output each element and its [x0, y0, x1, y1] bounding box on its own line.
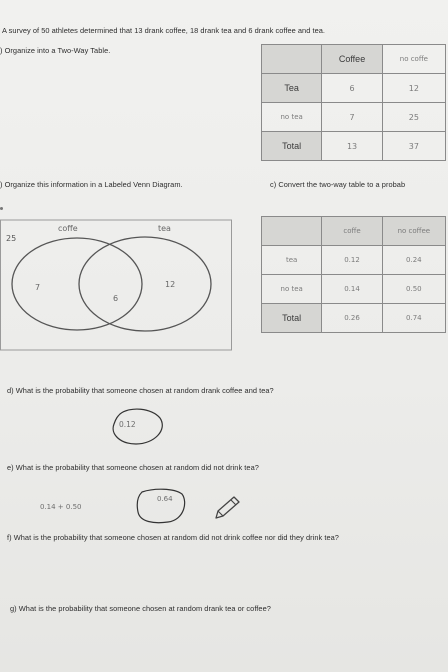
p-cell-tea-coffee: 0.12 — [322, 246, 382, 275]
venn-diagram — [0, 214, 236, 354]
venn-tea-only: 12 — [165, 280, 176, 289]
bullet-dot — [0, 207, 3, 210]
part-f-question: f) What is the probability that someone chosen at random did not drink coffee nor did they drink tea? — [7, 533, 339, 542]
p-cell-total-no-coffee: 0.74 — [382, 304, 445, 333]
part-c-heading: c) Convert the two-way table to a probab — [270, 180, 406, 189]
row-label-total: Total — [262, 132, 322, 161]
part-e-question: e) What is the probability that someone chosen at random did not drink tea? — [7, 463, 259, 472]
venn-circle-tea — [79, 237, 211, 331]
p-row-label-no-tea: no tea — [262, 275, 322, 304]
cell-total-no-coffee: 37 — [382, 132, 445, 161]
p-cell-total-coffee: 0.26 — [322, 304, 382, 333]
intro-text: A survey of 50 athletes determined that 13 drank coffee, 18 drank tea and 6 drank coffee and tea. — [2, 26, 325, 35]
cell-total-coffee: 13 — [322, 132, 382, 161]
row-label-no-tea: no tea — [262, 103, 322, 132]
p-row-label-total: Total — [262, 304, 322, 333]
venn-overlap: 6 — [113, 294, 119, 303]
answer-e-circle — [134, 486, 188, 526]
header-no-coffee: no coffe — [382, 45, 445, 74]
p-cell-no-tea-no-coffee: 0.50 — [382, 275, 445, 304]
corner-cell — [262, 45, 322, 74]
probability-table — [261, 216, 446, 333]
venn-label-tea: tea — [158, 224, 171, 233]
answer-d-circle — [108, 404, 168, 448]
p-row-label-tea: tea — [262, 246, 322, 275]
p-cell-tea-no-coffee: 0.24 — [382, 246, 445, 275]
part-d-question: d) What is the probability that someone chosen at random drank coffee and tea? — [7, 386, 274, 395]
part-b-text: Organize this information in a Labeled Venn Diagram. — [4, 180, 183, 189]
p-header-coffee: coffe — [322, 217, 382, 246]
venn-label-coffee: coffe — [58, 224, 78, 233]
row-label-tea: Tea — [262, 74, 322, 103]
pencil-icon[interactable] — [212, 494, 242, 522]
work-e: 0.14 + 0.50 — [40, 503, 82, 511]
cell-no-tea-no-coffee: 25 — [382, 103, 445, 132]
p-corner-cell — [262, 217, 322, 246]
p-cell-no-tea-coffee: 0.14 — [322, 275, 382, 304]
part-a-text: Organize into a Two-Way Table. — [4, 46, 111, 55]
cell-tea-coffee: 6 — [322, 74, 382, 103]
cell-tea-no-coffee: 12 — [382, 74, 445, 103]
answer-d: 0.12 — [119, 420, 136, 429]
venn-outside-value: 25 — [6, 234, 17, 243]
venn-circle-coffee — [12, 238, 142, 330]
cell-no-tea-coffee: 7 — [322, 103, 382, 132]
venn-coffee-only: 7 — [35, 283, 41, 292]
two-way-table — [261, 44, 446, 161]
answer-e: 0.64 — [157, 495, 173, 503]
p-header-no-coffee: no coffee — [382, 217, 445, 246]
header-coffee: Coffee — [322, 45, 382, 74]
part-a-heading: ) Organize into a Two-Way Table. — [0, 46, 111, 55]
part-b-heading: ) Organize this information in a Labeled Venn Diagram. — [0, 180, 183, 189]
part-g-question: g) What is the probability that someone chosen at random drank tea or coffee? — [10, 604, 271, 613]
